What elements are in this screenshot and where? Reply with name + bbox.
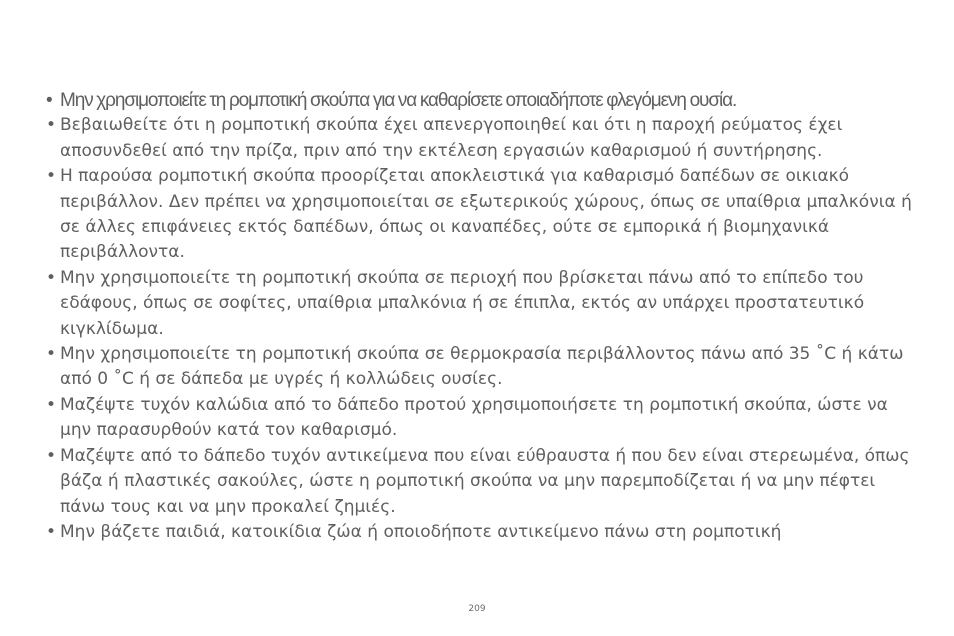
bullet-item-temperature: • Μην χρησιμοποιείτε τη ρομποτική σκούπα σε θερμοκρασία περιβάλλοντος πάνω από 35 ˚C ή κάτω από 0 ˚C ή σε δάπεδα με υγρές ή κολλώδεις ουσίες. bbox=[46, 342, 916, 393]
page-number: 209 bbox=[468, 604, 486, 614]
bullet-item-flammable: • Μην χρησιμοποιείτε τη ρομποτική σκούπα για να καθαρίσετε οποιαδήποτε φλεγόμενη ουσία. bbox=[46, 88, 916, 113]
bullet-list bbox=[46, 88, 916, 545]
safety-instructions bbox=[46, 88, 916, 545]
bullet-item-indoor-use: • Η παρούσα ρομποτική σκούπα προορίζεται αποκλειστικά για καθαρισμό δαπέδων σε οικιακό περιβάλλον. Δεν πρέπει να χρησιμοποιείται σε εξωτερικούς χώρους, όπως σε υπαίθρια μπαλκόνια ή σε άλλες επιφάνειες εκτός δαπέδων, όπως οι καναπέδες, ούτε σε εμπορικά ή βιομηχανικά περιβάλλοντα. bbox=[46, 164, 916, 266]
bullet-item-fragile-objects: • Μαζέψτε από το δάπεδο τυχόν αντικείμενα που είναι εύθραυστα ή που δεν είναι στερεωμένα, όπως βάζα ή πλαστικές σακούλες, ώστε η ρομποτική σκούπα να μην παρεμποδίζεται ή να μην πέφτει πάνω τους και να μην προκαλεί ζημιές. bbox=[46, 444, 916, 520]
bullet-item-elevated-areas: • Μην χρησιμοποιείτε τη ρομποτική σκούπα σε περιοχή που βρίσκεται πάνω από το επίπεδο του εδάφους, όπως σε σοφίτες, υπαίθρια μπαλκόνια ή σε έπιπλα, εκτός αν υπάρχει προστατευτικό κιγκλίδωμα. bbox=[46, 266, 916, 342]
bullet-item-cables: • Μαζέψτε τυχόν καλώδια από το δάπεδο προτού χρησιμοποιήσετε τη ρομποτική σκούπα, ώστε να μην παρασυρθούν κατά τον καθαρισμό. bbox=[46, 393, 916, 444]
bullet-item-children-pets: • Μην βάζετε παιδιά, κατοικίδια ζώα ή οποιοδήποτε αντικείμενο πάνω στη ρομποτική bbox=[46, 520, 916, 545]
bullet-item-power-off: • Βεβαιωθείτε ότι η ρομποτική σκούπα έχει απενεργοποιηθεί και ότι η παροχή ρεύματος έχει αποσυνδεθεί από την πρίζα, πριν από την εκτέλεση εργασιών καθαρισμού ή συντήρησης. bbox=[46, 113, 916, 164]
